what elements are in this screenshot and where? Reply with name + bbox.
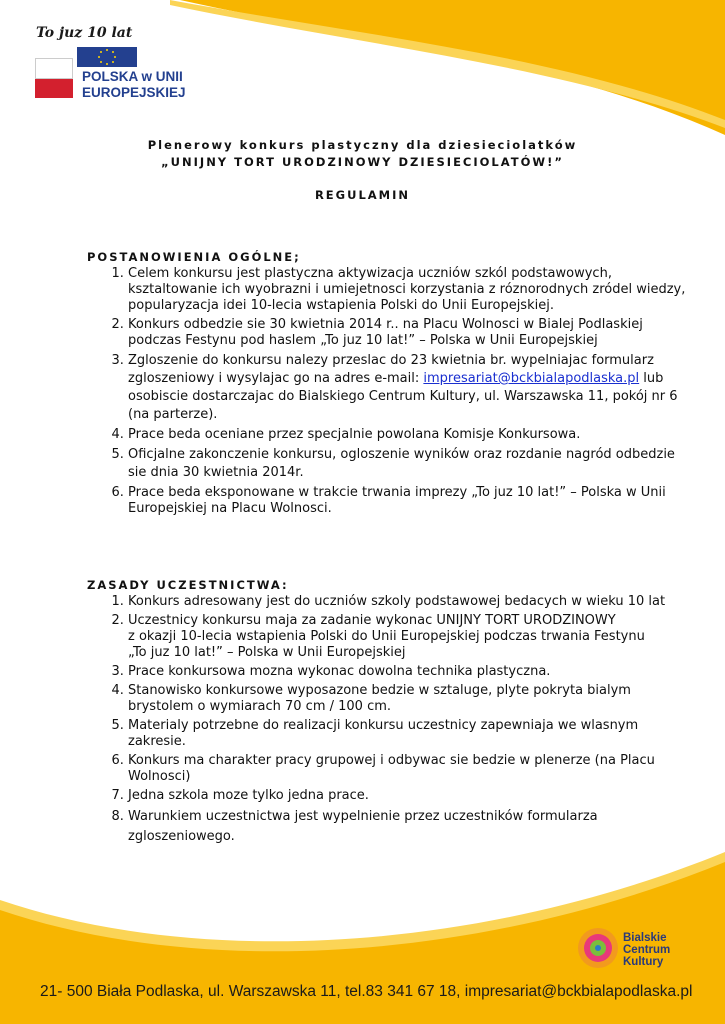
list-item: 8. Warunkiem uczestnictwa jest wypelnienie przez uczestników formularza zgloszeniowego. xyxy=(128,807,688,847)
eu-flag-icon xyxy=(77,47,137,67)
list-item xyxy=(128,613,688,661)
list-item-text: lub osobiscie dostarczajac do Bialskiego Centrum Kultury, ul. Warszawska 11, pokój nr 6 (na parterze). xyxy=(128,371,678,422)
document-subtitle: Plenerowy konkurs plastyczny dla dziesieciolatków xyxy=(147,138,578,152)
section-general-title: POSTANOWIENIA OGÓLNE; xyxy=(87,250,301,264)
bck-logo-icon xyxy=(575,925,621,971)
logo-line-2: EUROPEJSKIEJ xyxy=(82,85,186,100)
footer-contact: 21- 500 Biała Podlaska, ul. Warszawska 11, tel.83 341 67 18, impresariat@bckbialapodlaska.pl xyxy=(40,983,693,1000)
list-item: 3. Prace konkursowa mozna wykonac dowolna technika plastyczna. xyxy=(128,664,688,680)
polish-flag-icon xyxy=(35,58,73,96)
list-item: 2. Konkurs odbedzie sie 30 kwietnia 2014 r.. na Placu Wolnosci w Bialej Podlaskiej podczas Festynu pod haslem „To juz 10 lat!” – Polska w Unii Europejskiej xyxy=(128,317,688,349)
list-item-text: Zgloszenie do konkursu nalezy przeslac do 23 kwietnia br. wypelniajac formularz zgloszeniowy i wysylajac go na adres e-mail: xyxy=(128,353,654,386)
document-title: „UNIJNY TORT URODZINOWY DZIESIECIOLATÓW!” xyxy=(161,155,564,169)
participation-rules-list xyxy=(86,594,688,850)
section-participation-title: ZASADY UCZESTNICTWA: xyxy=(87,578,289,592)
list-item: 7. Jedna szkola moze tylko jedna prace. xyxy=(128,788,688,804)
logo-line-1: POLSKA w UNII xyxy=(82,69,183,84)
list-item: 1. Celem konkursu jest plastyczna aktywizacja uczniów szkól podstawowych, ksztaltowanie ich wyobrazni i umiejetnosci korzystania z róznorodnych zródel wiedzy, popularyzacja idei 10-lecia wstapienia Polski do Unii Europejskiej. xyxy=(128,266,688,314)
list-item: 6. Prace beda eksponowane w trakcie trwania imprezy „To juz 10 lat!” – Polska w Unii Europejskiej na Placu Wolnosci. xyxy=(128,485,688,517)
email-link[interactable]: impresariat@bckbialapodlaska.pl xyxy=(423,371,640,386)
list-item: 4. Stanowisko konkursowe wyposazone bedzie w sztaluge, plyte pokryta bialym brystolem o wymiarach 70 cm / 100 cm. xyxy=(128,683,688,715)
list-item: 1. Konkurs adresowany jest do uczniów szkoly podstawowej bedacych w wieku 10 lat xyxy=(128,594,688,610)
program-logo xyxy=(30,25,205,110)
list-item: 6. Konkurs ma charakter pracy grupowej i odbywac sie bedzie w plenerze (na Placu Wolnosci) xyxy=(128,753,688,785)
list-item-line: z okazji 10-lecia wstapienia Polski do Unii Europejskiej podczas trwania Festynu xyxy=(128,629,645,644)
list-item: 5. Materialy potrzebne do realizacji konkursu uczestnicy zapewniaja we wlasnym zakresie. xyxy=(128,718,688,750)
general-rules-list xyxy=(86,266,688,520)
bck-logo-line-3: Kultury xyxy=(623,956,664,968)
list-item xyxy=(128,352,688,424)
list-item: 5. Oficjalne zakonczenie konkursu, ogloszenie wyników oraz rozdanie nagród odbedzie sie dnia 30 kwietnia 2014r. xyxy=(128,446,688,482)
logo-slogan: To juz 10 lat xyxy=(36,25,133,41)
logo-text xyxy=(82,69,186,101)
bck-logo xyxy=(575,925,695,975)
regulamin-heading: REGULAMIN xyxy=(314,188,411,202)
bck-logo-line-1: Bialskie xyxy=(623,932,667,944)
bck-logo-line-2: Centrum xyxy=(623,944,671,956)
list-item-line: 2. Uczestnicy konkursu maja za zadanie wykonac UNIJNY TORT URODZINOWY xyxy=(128,613,616,628)
list-item-line: „To juz 10 lat!” – Polska w Unii Europejskiej xyxy=(128,645,406,660)
list-item: 4. Prace beda oceniane przez specjalnie powolana Komisje Konkursowa. xyxy=(128,427,688,443)
bck-logo-text xyxy=(623,932,670,968)
